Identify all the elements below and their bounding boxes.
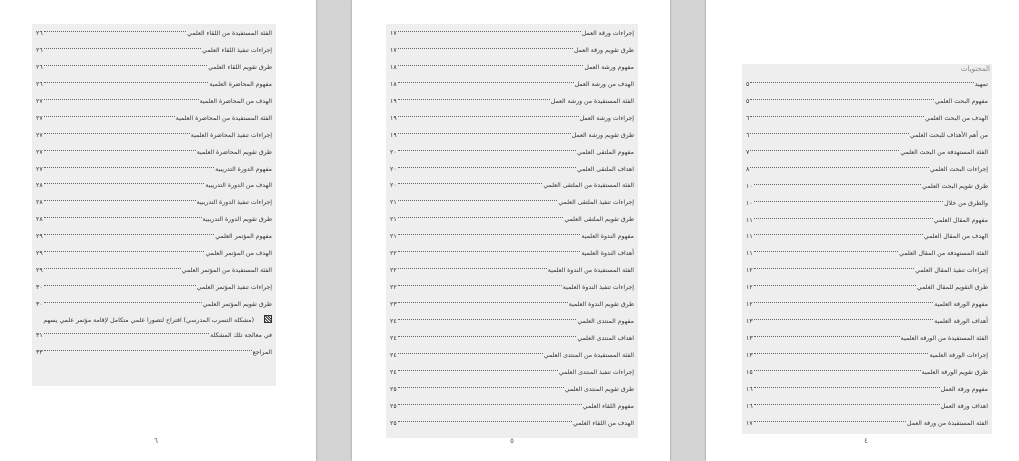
toc-entry-page: ١١ bbox=[746, 250, 753, 258]
toc-entry-page: ١٧ bbox=[390, 46, 397, 54]
toc-entry-page: ٢٥ bbox=[390, 402, 397, 410]
toc-entry-title: الفئة المستفيدة من ورقة العمل bbox=[907, 419, 988, 427]
dot-leader bbox=[44, 106, 175, 117]
dot-leader bbox=[750, 72, 973, 83]
dot-leader bbox=[44, 241, 205, 252]
toc-entry-page: ٢٧ bbox=[36, 114, 43, 122]
toc-entry-title: الفئة المستفيدة من ورشة العمل bbox=[550, 97, 634, 105]
toc-entry-title: أهداف الورقة العلمية bbox=[934, 318, 988, 326]
toc-entry-title: مفهوم الدورة التدريبية bbox=[215, 165, 272, 173]
toc-entry-page: ١٢ bbox=[746, 267, 753, 275]
toc-entry-page: ١٥ bbox=[746, 368, 753, 376]
dot-leader bbox=[44, 157, 215, 168]
document-page-5 bbox=[352, 0, 670, 461]
toc-entry-page: ١٢ bbox=[746, 284, 753, 292]
toc-entry-page: ٢٨ bbox=[36, 182, 43, 190]
dot-leader bbox=[398, 190, 558, 201]
toc-entry-page: ١٩ bbox=[390, 114, 397, 122]
toc-entry-title: إجراءات ورشة العمل bbox=[579, 114, 634, 122]
toc-entry-page: ٢٦ bbox=[36, 63, 43, 71]
dot-leader bbox=[754, 208, 933, 219]
toc-entry-page: ١٩ bbox=[390, 97, 397, 105]
dot-leader bbox=[398, 140, 576, 151]
toc-entry-title: الفئة المستفيدة من الندوة العلمية bbox=[547, 267, 634, 275]
toc-entry-title: طرق تقويم الدورة التدريبية bbox=[202, 216, 272, 224]
toc-rows bbox=[742, 75, 992, 431]
toc-entry-title: الهدف من ورشة العمل bbox=[574, 80, 634, 88]
toc-entry-title: إجراءات تنفيذ المحاضرة العلمية bbox=[190, 131, 272, 139]
dot-leader bbox=[44, 173, 205, 184]
toc-entry-page: ١٣ bbox=[746, 318, 753, 326]
toc-entry-page: ١٧ bbox=[390, 30, 397, 37]
toc-entry-title: مفهوم الندوة العلمية bbox=[581, 233, 634, 241]
dot-leader bbox=[398, 89, 550, 100]
dot-leader bbox=[754, 224, 923, 235]
toc-entry-title: الهدف من المقال العلمي bbox=[923, 233, 988, 241]
toc-entry-page: ٢٢ bbox=[390, 284, 397, 292]
dot-leader bbox=[754, 191, 943, 202]
toc-entry-title: الفئة المستفيدة من المؤتمر العلمي bbox=[181, 267, 272, 275]
toc-block bbox=[386, 24, 638, 438]
dot-leader bbox=[44, 190, 196, 201]
dot-leader bbox=[750, 123, 909, 134]
toc-entry-page: ٧ bbox=[746, 148, 750, 156]
toc-entry-title: الهدف من اللقاء العلمي bbox=[573, 419, 634, 427]
dot-leader bbox=[754, 275, 916, 286]
toc-rows bbox=[32, 24, 276, 312]
dot-leader bbox=[398, 343, 543, 354]
dot-leader bbox=[44, 224, 215, 235]
toc-entry-page: ٢٤ bbox=[390, 351, 397, 359]
dot-leader bbox=[398, 394, 582, 405]
toc-entry-page: ٣١ bbox=[36, 331, 43, 339]
dot-leader bbox=[754, 258, 914, 269]
dot-leader bbox=[750, 89, 934, 100]
toc-entry-title: طرق تقويم البحث العلمي bbox=[922, 182, 988, 190]
dot-leader bbox=[754, 360, 921, 371]
toc-entry-title: إجراءات تنفيذ المنتدى العلمي bbox=[558, 368, 634, 376]
toc-entry-title: مفهوم المؤتمر العلمي bbox=[215, 233, 272, 241]
toc-entry-title: مفهوم ورشة العمل bbox=[584, 63, 634, 71]
toc-entry-title: الفئة المستفيدة من الورقة العلمية bbox=[900, 335, 988, 343]
toc-entry-title: مفهوم اللقاء العلمي bbox=[582, 402, 634, 410]
toc-entry-title: الهدف من المحاضرة العلمية bbox=[199, 97, 272, 105]
dot-leader bbox=[754, 292, 934, 303]
dot-leader bbox=[750, 140, 899, 151]
toc-entry-page: ١٨ bbox=[390, 80, 397, 88]
toc-entry-title: مفهوم الملتقى العلمي bbox=[576, 148, 634, 156]
toc-block bbox=[32, 24, 276, 386]
dot-leader bbox=[398, 173, 543, 184]
dot-leader bbox=[44, 55, 207, 66]
document-page-6 bbox=[0, 0, 316, 461]
toc-entry-title: مفهوم ورقة العمل bbox=[940, 385, 988, 393]
toc-entry-title: الفئة المستفيدة من المحاضرة العلمية bbox=[175, 114, 272, 122]
toc-entry-page: ٢٨ bbox=[36, 199, 43, 207]
dot-leader bbox=[398, 21, 581, 32]
toc-entry-title: إجراءات البحث العلمي bbox=[930, 165, 988, 173]
dot-leader bbox=[754, 326, 900, 337]
dot-leader bbox=[754, 309, 934, 320]
toc-entry-page: ٥ bbox=[746, 97, 750, 105]
toc-entry-title: اهداف الملتقى العلمي bbox=[576, 165, 634, 173]
toc-entry-title: أهداف الندوة العلمية bbox=[581, 250, 634, 258]
toc-entry-title: اهداف المنتدى العلمي bbox=[577, 334, 634, 342]
toc-entry-page: ١٢ bbox=[746, 301, 753, 309]
dot-leader bbox=[44, 21, 187, 32]
toc-entry-title: الفئة المستفيدة من المنتدى العلمي bbox=[543, 351, 634, 359]
toc-entry-title: طرق تقويم الملتقى العلمي bbox=[564, 216, 634, 224]
toc-entry-title: إجراءات تنفيذ المقال العلمي bbox=[915, 267, 988, 275]
toc-entry-title: في معالجة تلك المشكلة bbox=[210, 331, 272, 339]
toc-entry-page: ٢٤ bbox=[390, 334, 397, 342]
toc-entry-page: ٢٤ bbox=[390, 368, 397, 376]
toc-row[interactable] bbox=[742, 414, 992, 431]
toc-entry-page: ٣٣ bbox=[36, 348, 43, 356]
checkbox-icon bbox=[264, 315, 272, 323]
toc-entry-title: الهدف من المؤتمر العلمي bbox=[205, 250, 272, 258]
dot-leader bbox=[398, 258, 547, 269]
dot-leader bbox=[398, 55, 584, 66]
toc-entry-page: ٢٦ bbox=[36, 30, 43, 37]
toc-entry-title: إجراءات تنفيذ الملتقى العلمي bbox=[558, 199, 634, 207]
toc-entry-title: والطرق من خلال bbox=[944, 199, 988, 207]
dot-leader bbox=[398, 38, 573, 49]
toc-entry-page: ٢٧ bbox=[36, 148, 43, 156]
toc-entry-title: الفئة المستفيدة من اللقاء العلمي bbox=[187, 30, 272, 37]
toc-entry-page: ١١ bbox=[746, 233, 753, 241]
dot-leader bbox=[398, 360, 558, 371]
dot-leader bbox=[754, 174, 922, 185]
toc-entry-title: الفئة المستفيدة من الملتقى العلمي bbox=[543, 182, 634, 190]
page-number: ٦ bbox=[154, 437, 158, 445]
dot-leader bbox=[754, 343, 929, 354]
toc-entry-page: ٢٨ bbox=[36, 216, 43, 224]
toc-entry-title: مفهوم البحث العلمي bbox=[934, 97, 988, 105]
toc-entry-title: طرق تقويم المنتدى العلمي bbox=[564, 385, 634, 393]
dot-leader bbox=[44, 207, 202, 218]
page-number: ٥ bbox=[510, 437, 514, 445]
toc-entry-page: ٢١ bbox=[390, 199, 397, 207]
toc-entry-title: طرق تقويم المؤتمر العلمي bbox=[202, 301, 272, 308]
toc-entry-title: من أهم الأهداف للبحث العلمي bbox=[909, 131, 988, 139]
dot-leader bbox=[754, 394, 940, 405]
dot-leader bbox=[398, 224, 581, 235]
dot-leader bbox=[398, 241, 581, 252]
toc-entry-title: إجراءات تنفيذ الندوة العلمية bbox=[562, 284, 634, 292]
dot-leader bbox=[398, 326, 577, 337]
toc-entry-page: ٢٠ bbox=[390, 182, 397, 190]
toc-entry-page: ٢٩ bbox=[36, 233, 43, 241]
toc-entry-page: ٢٢ bbox=[390, 267, 397, 275]
toc-block bbox=[742, 64, 992, 434]
toc-entry-title: المراجع bbox=[252, 348, 272, 356]
toc-entry-page: ١٩ bbox=[390, 131, 397, 139]
toc-entry-title: طرق التقويم للمقال العلمي bbox=[916, 284, 988, 292]
toc-entry-title: إجراءات الورقة العلمية bbox=[929, 352, 988, 359]
toc-entry-page: ٢١ bbox=[390, 233, 397, 241]
toc-rows bbox=[386, 24, 638, 431]
toc-entry-page: ١٠ bbox=[746, 199, 753, 207]
toc-entry-page: ١٦ bbox=[746, 385, 753, 393]
toc-entry-title: طرق تقويم ورشة العمل bbox=[571, 131, 634, 139]
toc-entry-page: ٢٩ bbox=[36, 250, 43, 258]
toc-row[interactable] bbox=[32, 295, 276, 312]
toc-entry-page: ١٨ bbox=[390, 63, 397, 71]
page-number: ٤ bbox=[864, 437, 868, 445]
dot-leader bbox=[398, 411, 572, 422]
toc-entry-page: ٢٦ bbox=[36, 80, 43, 88]
dot-leader bbox=[44, 72, 209, 83]
toc-entry-title: (مشكلة التسرب المدرسي) اقتراح لتصورا علمي متكامل لإقامة مؤتمر علمي يسهم bbox=[36, 315, 272, 326]
dot-leader bbox=[754, 377, 940, 388]
toc-entry-title: مفهوم المحاضرة العلمية bbox=[209, 80, 272, 88]
dot-leader bbox=[398, 157, 576, 168]
toc-entry-page: ١٣ bbox=[746, 335, 753, 343]
toc-entry-page: ٢٥ bbox=[390, 419, 397, 427]
toc-entry-title: إجراءات تنفيذ اللقاء العلمي bbox=[202, 46, 272, 54]
dot-leader bbox=[44, 123, 190, 134]
toc-entry-page: ٥ bbox=[746, 81, 750, 88]
toc-entry-title: مفهوم المنتدى العلمي bbox=[577, 317, 634, 325]
dot-leader bbox=[750, 106, 924, 117]
toc-entry-title: طرق تقويم الندوة العلمية bbox=[568, 301, 634, 308]
toc-entry-page: ٣٠ bbox=[36, 301, 43, 308]
toc-entry-page: ٢٧ bbox=[36, 97, 43, 105]
toc-entry-page: ٢١ bbox=[390, 216, 397, 224]
toc-entry-page: ٣٠ bbox=[36, 284, 43, 292]
toc-entry-page: ٢٢ bbox=[390, 250, 397, 258]
toc-entry-page: ١٣ bbox=[746, 352, 753, 359]
toc-entry-page: ٢٣ bbox=[390, 301, 397, 308]
dot-leader bbox=[44, 323, 209, 334]
toc-entry-page: ١٦ bbox=[746, 402, 753, 410]
toc-entry-page: ٢٤ bbox=[390, 317, 397, 325]
document-page-4 bbox=[706, 0, 1019, 461]
toc-entry-title: مفهوم الورقة العلمية bbox=[934, 301, 988, 309]
toc-entry-title: طرق تقويم ورقة العمل bbox=[573, 46, 634, 54]
dot-leader bbox=[398, 275, 562, 286]
toc-entry-title: طرق تقويم الورقة العلمية bbox=[921, 368, 988, 376]
toc-entry-title: اهداف ورقة العمل bbox=[940, 402, 988, 410]
toc-entry-title: إجراءات ورقة العمل bbox=[581, 30, 634, 37]
toc-entry-page: ٢٧ bbox=[36, 131, 43, 139]
toc-entry-title: الهدف من الدورة التدريبية bbox=[205, 182, 272, 190]
toc-entry-page: ٦ bbox=[746, 131, 750, 139]
toc-entry-page: ٢٥ bbox=[390, 385, 397, 393]
dot-leader bbox=[750, 157, 929, 168]
toc-entry-title: مفهوم المقال العلمي bbox=[933, 216, 988, 224]
toc-row-references[interactable] bbox=[32, 343, 276, 360]
dot-leader bbox=[398, 309, 577, 320]
toc-heading: المحتويات bbox=[960, 65, 990, 73]
toc-row[interactable] bbox=[386, 414, 638, 431]
toc-entry-page: ٢٧ bbox=[36, 165, 43, 173]
toc-entry-page: ١١ bbox=[746, 216, 753, 224]
toc-entry-title: تمهيد bbox=[974, 81, 988, 88]
toc-entry-title: الهدف من البحث العلمي bbox=[925, 114, 988, 122]
dot-leader bbox=[44, 340, 252, 351]
dot-leader bbox=[398, 377, 564, 388]
dot-leader bbox=[44, 89, 199, 100]
dot-leader bbox=[44, 275, 196, 286]
dot-leader bbox=[44, 38, 202, 49]
dot-leader bbox=[44, 292, 202, 303]
toc-entry-title: إجراءات تنفيذ الدورة التدريبية bbox=[196, 199, 272, 207]
dot-leader bbox=[754, 411, 906, 422]
dot-leader bbox=[754, 241, 899, 252]
toc-entry-page: ٢٠ bbox=[390, 165, 397, 173]
toc-entry-page: ٢٩ bbox=[36, 267, 43, 275]
dot-leader bbox=[398, 123, 571, 134]
toc-entry-page: ١٠ bbox=[746, 182, 753, 190]
dot-leader bbox=[398, 292, 568, 303]
toc-entry-title: الفئة المستهدفة من المقال العلمي bbox=[899, 250, 988, 258]
toc-entry-page: ٢٦ bbox=[36, 46, 43, 54]
toc-entry-page: ٦ bbox=[746, 114, 750, 122]
toc-entry-title: الفئة المستهدفة من البحث العلمي bbox=[900, 148, 988, 156]
toc-entry-page: ١٧ bbox=[746, 419, 753, 427]
dot-leader bbox=[398, 106, 579, 117]
toc-entry-title: طرق تقويم المحاضرة العلمية bbox=[196, 148, 272, 156]
toc-entry-title: إجراءات تنفيذ المؤتمر العلمي bbox=[196, 284, 272, 292]
dot-leader bbox=[398, 207, 564, 218]
toc-entry-page: ٨ bbox=[746, 165, 750, 173]
dot-leader bbox=[398, 72, 574, 83]
toc-entry-title: طرق تقويم اللقاء العلمي bbox=[208, 63, 272, 71]
dot-leader bbox=[44, 258, 181, 269]
toc-entry-page: ٢٠ bbox=[390, 148, 397, 156]
dot-leader bbox=[44, 140, 196, 151]
